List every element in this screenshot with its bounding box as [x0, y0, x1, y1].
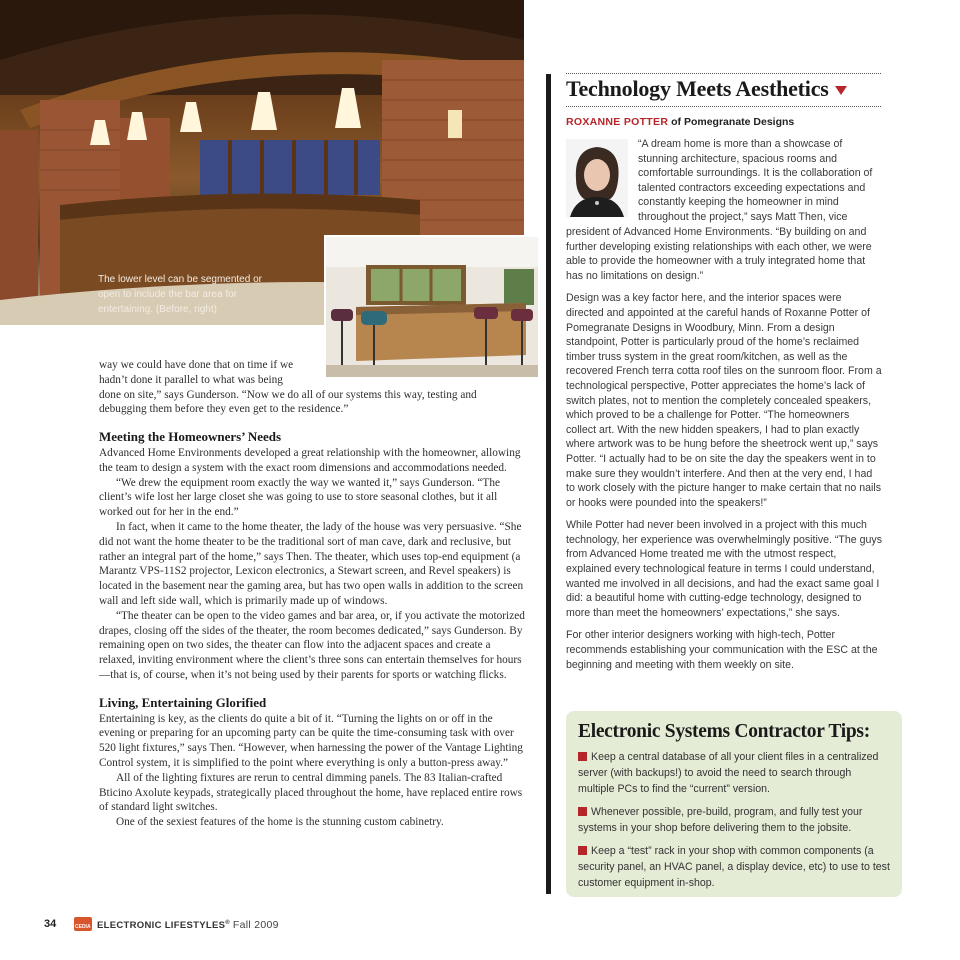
tips-title: Electronic Systems Contractor Tips: — [578, 721, 870, 742]
tip-text: Keep a “test” rack in your shop with common components (a security panel, an HVAC panel, a display device, etc) to use to test customer equipment in-shop. — [578, 845, 890, 889]
photo-caption: The lower level can be segmented or open to include the bar area for entertaining. (Before, right) — [98, 274, 262, 315]
tip-item — [578, 843, 890, 891]
body-paragraph: Advanced Home Environments developed a great relationship with the homeowner, allowing the team to design a system with the exact room dimensions and accommodations needed. — [99, 446, 521, 474]
sidebar-paragraph: president of Advanced Home Environments. “By building on and further developing existing relationships with each other, we were able to provide the homeowner with a truly integrated home that has no limitations on design.” — [566, 226, 872, 282]
tip-item — [578, 749, 890, 797]
sidebar-paragraph: Design was a key factor here, and the interior spaces were directed and appointed at the careful hands of Roxanne Potter of Pomegranate Designs in Woodbury, Minn. From a design standpoint, Potter is particularly proud of the home’s reclaimed timber truss system in the great room/kitchen, as well as the recovered French terra cotta roof tiles on the sunroom floor. From a technological perspective, Potter appreciates the home’s lack of switch plates, not to mention the completely concealed speakers, which proved to be a challenge for Potter. “The homeowners collect art. With the new hidden speakers, I had to plan exactly where artwork was to be hung before the sheetrock went up,” says Potter. “I actually had to be on site the day the speakers went in to make sure they wouldn’t interfere. And then at the very end, I had to work closely with the picture hanger to make certain that no nails or hooks were pounded into the speakers!” — [566, 292, 882, 509]
byline-name: ROXANNE POTTER — [566, 116, 669, 128]
issue-label: Fall 2009 — [232, 919, 279, 931]
publication-name — [97, 919, 279, 931]
page-footer — [0, 916, 960, 936]
before-photo — [324, 235, 540, 379]
title-rule-bottom — [566, 106, 881, 107]
bullet-square-icon — [578, 846, 587, 855]
portrait-illustration — [566, 139, 628, 217]
registered-mark: ® — [225, 919, 230, 926]
tip-item — [578, 804, 890, 836]
bullet-square-icon — [578, 807, 587, 816]
text-line: hadn’t done it parallel to what was being — [99, 373, 283, 386]
continued-paragraph-start — [99, 358, 309, 388]
cedia-logo — [74, 917, 92, 931]
portrait-photo — [566, 139, 628, 217]
body-paragraph: Entertaining is key, as the clients do quite a bit of it. “Turning the lights on or off in the evening or preparing for an upcoming party can be quite the time-consuming task with over 520 light fixtures,” says Then. “However, when harnessing the power of the Vantage Lighting Control system, it is simplified to the point where everything is only a button-press away.” — [99, 712, 523, 769]
sidebar-paragraph: While Potter had never been involved in a project with this much technology, her experience was overwhelmingly positive. “The guys from Advanced Home treated me with the utmost respect, explained every technological feature in terms I could understand, wanted me involved in all decisions, and had the exact same goal I did: a beautiful home with cutting-edge technology, designed to more than meet the homeowners’ expectations,” she says. — [566, 519, 883, 619]
title-rule-top — [566, 73, 881, 74]
body-paragraph: “We drew the equipment room exactly the way we wanted it,” says Gunderson. “The client’s wife lost her large closet she was going to use to store seasonal clothes, but it all worked out for her in the end.” — [99, 476, 500, 519]
body-paragraph: “The theater can be open to the video games and bar area, or, if you activate the motorized drapes, closing off the sides of the theater, the room becomes dedicated,” says Gunderson. By remaining open on two sides, the theater can flow into the adjacent spaces and create a relaxed, inviting environment where the client’s three sons can entertain themselves for hours—that is, of course, when it’s not being used by their parents for sports or watching flicks. — [99, 609, 525, 681]
body-paragraph: In fact, when it came to the home theater, the lady of the house was very persuasive. “She did not want the home theater to be the traditional sort of man cave, dark and reclusive, but rather an integral part of the home,” says Then. The theater, which uses top-end equipment (a Marantz VPS-11S2 projector, Lexicon electronics, a Stewart screen, and Revel speakers) is located in the basement near the gaming area, but has two open walls in addition to the screen wall and left side wall, which is primarily made up of windows. — [99, 520, 524, 607]
column-divider — [546, 74, 551, 894]
sidebar-title — [566, 76, 847, 102]
text-line: way we could have done that on time if we — [99, 359, 294, 371]
byline — [566, 116, 794, 128]
byline-affiliation: of Pomegranate Designs — [671, 116, 795, 128]
tip-text: Keep a central database of all your client files in a centralized server (with backups!) to avoid the need to search through multiple PCs to find the “current” version. — [578, 751, 879, 795]
body-paragraph: One of the sexiest features of the home is the stunning custom cabinetry. — [116, 816, 444, 829]
sidebar-quote: “A dream home is more than a showcase of stunning architecture, spacious rooms and comfortable surroundings. It is the collaboration of talented contractors exceeding expectations and constantly keeping the homeowner in mind throughout the project,” says Matt Then, vice — [638, 138, 873, 223]
triangle-down-icon — [835, 86, 847, 95]
page-number: 34 — [44, 918, 57, 930]
body-paragraph: done on site,” says Gunderson. “Now we do all of our systems this way, testing and debugging them before they even get to the residence.” — [99, 388, 477, 416]
sidebar-paragraph: For other interior designers working with high-tech, Potter recommends establishing your communication with the ESC at the beginning and meeting with them weekly on site. — [566, 629, 878, 671]
section-heading: Meeting the Homeowners’ Needs — [99, 429, 282, 445]
body-paragraph: All of the lighting fixtures are rerun to central dimming panels. The 83 Italian-crafted Bticino Axolute keypads, strategically placed throughout the home, have replaced entire rows of standard light switches. — [99, 771, 523, 814]
left-article — [99, 388, 527, 830]
publication-title: ELECTRONIC LIFESTYLES — [97, 920, 226, 931]
before-illustration — [326, 237, 538, 377]
sidebar-title-text: Technology Meets Aesthetics — [566, 76, 829, 101]
tip-text: Whenever possible, pre-build, program, and fully test your systems in your shop before delivering them to the jobsite. — [578, 806, 863, 834]
section-heading: Living, Entertaining Glorified — [99, 694, 267, 710]
cedia-logo-text: CEDIA — [75, 924, 91, 930]
tips-box — [566, 711, 902, 897]
sidebar-body — [566, 225, 882, 680]
bullet-square-icon — [578, 752, 587, 761]
